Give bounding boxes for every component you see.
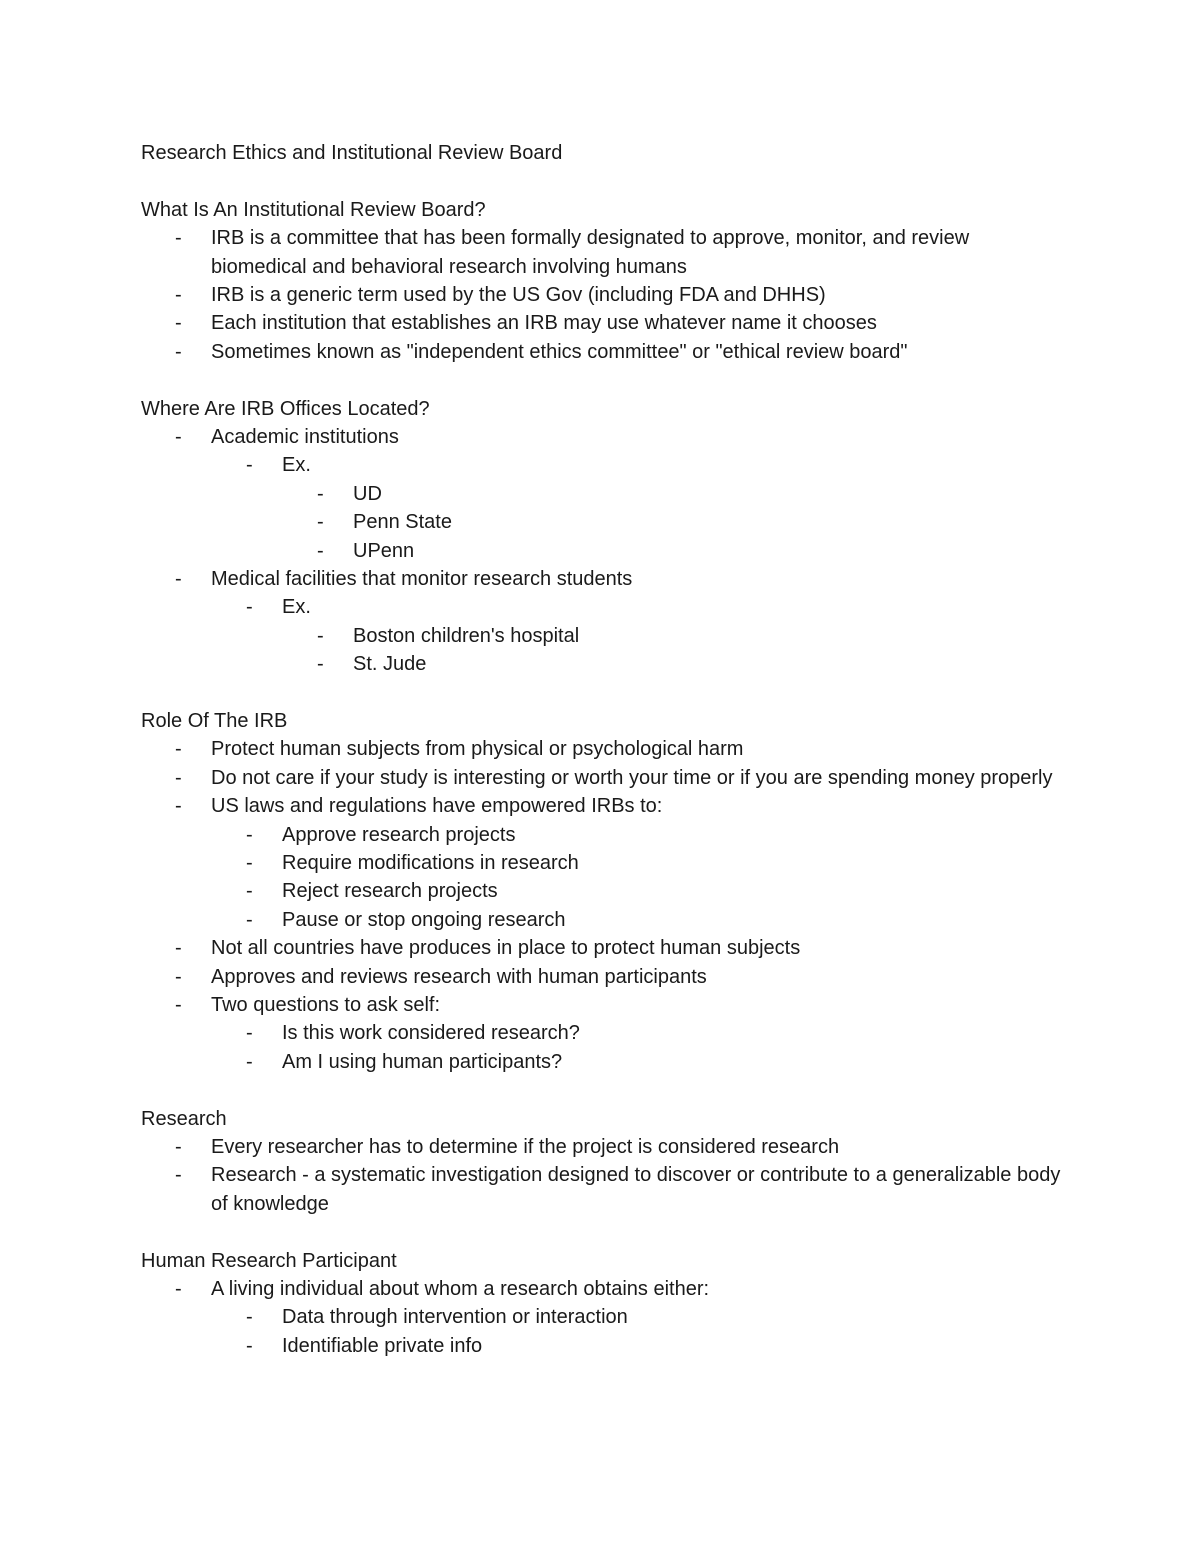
- list-item-level-3: [141, 508, 1061, 536]
- list-item-text: Approves and reviews research with human participants: [211, 965, 707, 988]
- list-item-text: Not all countries have produces in place to protect human subjects: [211, 937, 801, 960]
- dash-bullet-icon: -: [246, 1050, 253, 1073]
- dash-bullet-icon: -: [175, 738, 182, 761]
- list-item-level-2: [141, 877, 1061, 905]
- list-item-level-1: [141, 934, 1061, 962]
- dash-bullet-icon: -: [175, 766, 182, 789]
- dash-bullet-icon: -: [175, 227, 182, 250]
- document-body: [141, 167, 1061, 1360]
- dash-bullet-icon: -: [317, 539, 324, 562]
- list-item-text: Approve research projects: [282, 823, 516, 846]
- dash-bullet-icon: -: [246, 908, 253, 931]
- list-item-level-1: [141, 423, 1061, 451]
- list-item-level-1: [141, 1133, 1061, 1161]
- list-item-text: Sometimes known as "independent ethics committee" or "ethical review board": [211, 340, 908, 363]
- list-item-text: Two questions to ask self:: [211, 994, 441, 1017]
- list-item-text: Each institution that establishes an IRB may use whatever name it chooses: [211, 312, 877, 335]
- list-item-level-2: [141, 593, 1061, 621]
- list-item-text: Pause or stop ongoing research: [282, 908, 566, 931]
- dash-bullet-icon: -: [246, 852, 253, 875]
- list-item-text: Academic institutions: [211, 425, 399, 448]
- dash-bullet-icon: -: [175, 994, 182, 1017]
- blank-line: [141, 1076, 1061, 1104]
- list-item-level-1: [141, 735, 1061, 763]
- list-item-level-1: [141, 565, 1061, 593]
- list-item-text: Research - a systematic investigation designed to discover or contribute to a generalizable body of knowledge: [211, 1164, 1061, 1215]
- list-item-text: Boston children's hospital: [353, 624, 580, 647]
- list-item-level-1: [141, 309, 1061, 337]
- list-item-text: US laws and regulations have empowered IRBs to:: [211, 795, 663, 818]
- list-item-level-3: [141, 537, 1061, 565]
- list-item-level-2: [141, 1019, 1061, 1047]
- document-title: Research Ethics and Institutional Review Board: [141, 142, 563, 164]
- list-item-level-1: [141, 281, 1061, 309]
- section-heading: Research: [141, 1107, 227, 1130]
- dash-bullet-icon: -: [175, 340, 182, 363]
- list-item-level-3: [141, 480, 1061, 508]
- list-item-text: Ex.: [282, 454, 311, 477]
- dash-bullet-icon: -: [317, 653, 324, 676]
- list-item-text: Do not care if your study is interesting or worth your time or if you are spending money properly: [211, 766, 1053, 789]
- list-item-level-2: [141, 451, 1061, 479]
- blank-line: [141, 167, 1061, 195]
- dash-bullet-icon: -: [317, 482, 324, 505]
- list-item-text: Protect human subjects from physical or psychological harm: [211, 738, 744, 761]
- list-item-level-1: [141, 764, 1061, 792]
- list-item-level-2: [141, 849, 1061, 877]
- section-heading: Human Research Participant: [141, 1249, 397, 1272]
- list-item-text: Ex.: [282, 596, 311, 619]
- dash-bullet-icon: -: [175, 795, 182, 818]
- dash-bullet-icon: -: [175, 937, 182, 960]
- list-item-level-1: [141, 1161, 1061, 1218]
- list-item-text: A living individual about whom a research obtains either:: [211, 1278, 710, 1301]
- dash-bullet-icon: -: [317, 511, 324, 534]
- dash-bullet-icon: -: [246, 1334, 253, 1357]
- section-heading: Where Are IRB Offices Located?: [141, 397, 430, 420]
- dash-bullet-icon: -: [175, 1164, 182, 1187]
- dash-bullet-icon: -: [246, 596, 253, 619]
- list-item-level-3: [141, 622, 1061, 650]
- list-item-text: UD: [353, 482, 382, 505]
- dash-bullet-icon: -: [175, 965, 182, 988]
- section-heading: What Is An Institutional Review Board?: [141, 198, 486, 221]
- list-item-text: Am I using human participants?: [282, 1050, 563, 1073]
- list-item-text: Medical facilities that monitor research students: [211, 568, 633, 591]
- list-item-level-1: [141, 792, 1061, 820]
- list-item-level-1: [141, 1275, 1061, 1303]
- list-item-text: Identifiable private info: [282, 1334, 483, 1357]
- list-item-level-2: [141, 1332, 1061, 1360]
- list-item-level-1: [141, 338, 1061, 366]
- list-item-level-2: [141, 906, 1061, 934]
- dash-bullet-icon: -: [246, 880, 253, 903]
- section-heading: Role Of The IRB: [141, 710, 288, 733]
- list-item-level-1: [141, 963, 1061, 991]
- dash-bullet-icon: -: [175, 283, 182, 306]
- list-item-text: IRB is a generic term used by the US Gov (including FDA and DHHS): [211, 283, 826, 306]
- dash-bullet-icon: -: [175, 1136, 182, 1159]
- blank-line: [141, 366, 1061, 394]
- list-item-level-2: [141, 1048, 1061, 1076]
- dash-bullet-icon: -: [175, 425, 182, 448]
- dash-bullet-icon: -: [246, 1306, 253, 1329]
- list-item-text: Data through intervention or interaction: [282, 1306, 628, 1329]
- dash-bullet-icon: -: [246, 1022, 253, 1045]
- list-item-text: Every researcher has to determine if the project is considered research: [211, 1136, 840, 1159]
- list-item-text: St. Jude: [353, 653, 427, 676]
- list-item-text: Reject research projects: [282, 880, 498, 903]
- list-item-text: UPenn: [353, 539, 415, 562]
- list-item-text: Require modifications in research: [282, 852, 579, 875]
- list-item-text: IRB is a committee that has been formally designated to approve, monitor, and review biomedical and behavioral research involving humans: [211, 227, 970, 278]
- blank-line: [141, 679, 1061, 707]
- blank-line: [141, 1218, 1061, 1246]
- list-item-text: Is this work considered research?: [282, 1022, 580, 1045]
- list-item-level-2: [141, 821, 1061, 849]
- list-item-level-2: [141, 1303, 1061, 1331]
- list-item-level-1: [141, 224, 1061, 281]
- document-page: [141, 139, 1061, 1360]
- dash-bullet-icon: -: [175, 568, 182, 591]
- dash-bullet-icon: -: [175, 1278, 182, 1301]
- dash-bullet-icon: -: [246, 454, 253, 477]
- dash-bullet-icon: -: [246, 823, 253, 846]
- list-item-level-3: [141, 650, 1061, 678]
- dash-bullet-icon: -: [175, 312, 182, 335]
- list-item-text: Penn State: [353, 511, 452, 534]
- dash-bullet-icon: -: [317, 624, 324, 647]
- list-item-level-1: [141, 991, 1061, 1019]
